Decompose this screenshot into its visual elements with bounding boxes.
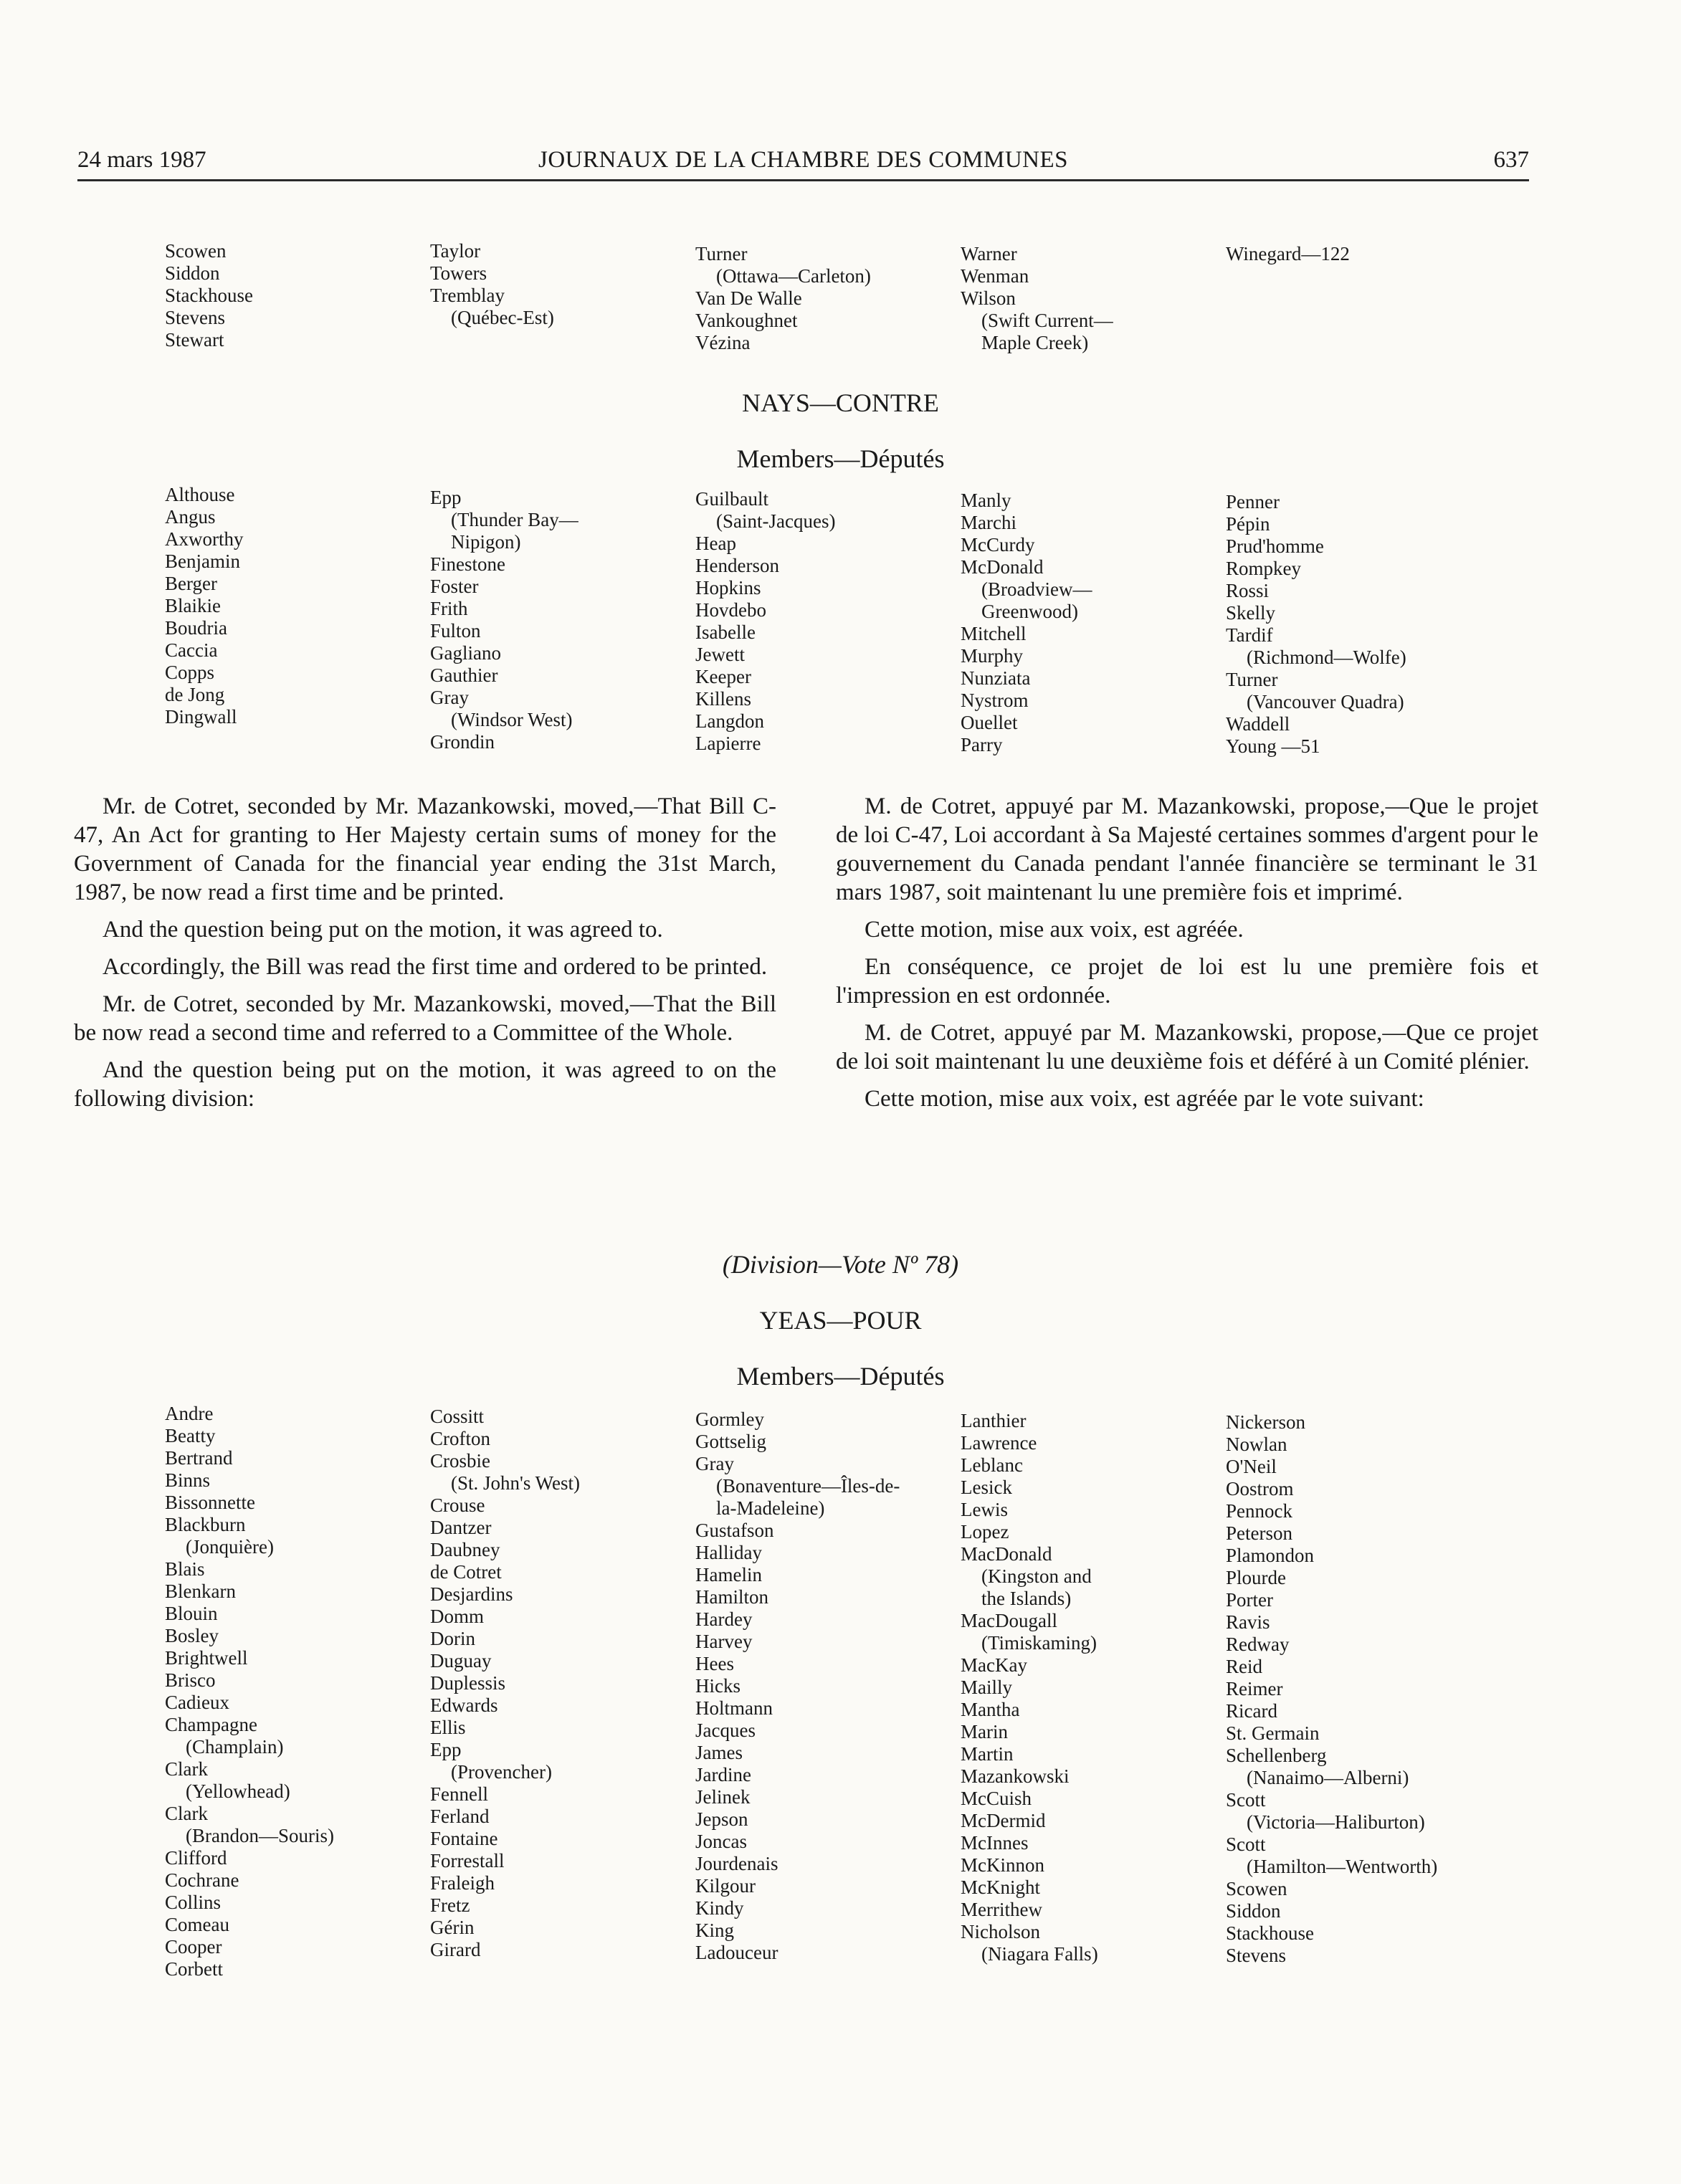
member-name: Penner (1226, 491, 1280, 512)
member-name: Lopez (961, 1521, 1009, 1542)
proceedings-paragraph: M. de Cotret, appuyé par M. Mazankowski, propose,—Que ce projet de loi soit maintenant lu une deuxième fois et déféré à un Comité plénier. (836, 1020, 1538, 1074)
yeas-subheading: Members—Députés (736, 1362, 945, 1391)
member-name: Jourdenais (695, 1853, 778, 1874)
name-column (165, 240, 423, 351)
member-name: Holtmann (695, 1697, 773, 1719)
member-name: Harvey (695, 1631, 753, 1652)
member-name: Gray (695, 1453, 734, 1474)
proceedings-paragraph: Accordingly, the Bill was read the first time and ordered to be printed. (103, 954, 768, 980)
member-name: Grondin (430, 731, 495, 753)
member-name: Young —51 (1226, 735, 1320, 757)
member-name: (Richmond—Wolfe) (1247, 647, 1406, 668)
member-name: (Ottawa—Carleton) (716, 265, 871, 287)
yeas-heading: YEAS—POUR (759, 1306, 922, 1335)
member-name: Scott (1226, 1833, 1266, 1855)
name-column (695, 243, 953, 354)
member-name: Hamelin (695, 1564, 762, 1585)
name-column (430, 240, 688, 329)
member-name: Althouse (165, 484, 235, 505)
proceedings-paragraph: Cette motion, mise aux voix, est agréée par le vote suivant: (865, 1086, 1424, 1112)
member-name: Binns (165, 1469, 211, 1491)
member-name: Isabelle (695, 621, 756, 643)
member-name: Brisco (165, 1669, 216, 1691)
member-name: Bosley (165, 1625, 219, 1646)
member-name: Peterson (1226, 1522, 1292, 1544)
member-name: Lawrence (961, 1432, 1037, 1454)
member-name: McCuish (961, 1788, 1032, 1809)
member-name: Stackhouse (165, 285, 253, 306)
member-name: Bertrand (165, 1447, 233, 1469)
member-name: Oostrom (1226, 1478, 1294, 1499)
page-header (77, 140, 1529, 181)
member-name: Hardey (695, 1608, 753, 1630)
member-name: Jardine (695, 1764, 751, 1785)
member-name: McInnes (961, 1832, 1029, 1854)
member-name: Jelinek (695, 1786, 751, 1808)
proceedings-paragraph: And the question being put on the motion, it was agreed to. (103, 917, 663, 943)
member-name: Langdon (695, 710, 764, 732)
member-name: Nicholson (961, 1921, 1040, 1942)
member-name: (Victoria—Haliburton) (1247, 1811, 1425, 1833)
member-name: Fennell (430, 1783, 488, 1805)
member-name: Duguay (430, 1650, 492, 1672)
member-name: Desjardins (430, 1583, 513, 1605)
member-name: Winegard—122 (1226, 243, 1350, 264)
member-name: McKnight (961, 1877, 1040, 1898)
member-name: Angus (165, 506, 216, 528)
member-name: (Swift Current— (981, 310, 1113, 331)
member-name: (Saint-Jacques) (716, 510, 836, 532)
member-name: Nowlan (1226, 1434, 1287, 1455)
member-name: Girard (430, 1939, 481, 1960)
member-name: Hovdebo (695, 599, 766, 621)
member-name: Cochrane (165, 1869, 239, 1891)
proceedings-french (836, 792, 1538, 1122)
member-name: Manly (961, 490, 1011, 511)
member-name: St. Germain (1226, 1722, 1320, 1744)
member-name: Duplessis (430, 1672, 506, 1694)
member-name: Hopkins (695, 577, 761, 599)
member-name: O'Neil (1226, 1456, 1277, 1477)
nays-heading: NAYS—CONTRE (742, 388, 939, 417)
member-name: Cooper (165, 1936, 222, 1958)
proceedings-paragraph: Cette motion, mise aux voix, est agréée. (865, 917, 1244, 943)
member-name: Vankoughnet (695, 310, 798, 331)
member-name: Lewis (961, 1499, 1008, 1520)
member-name: Gottselig (695, 1431, 766, 1452)
member-name: Wenman (961, 265, 1029, 287)
member-name: Mantha (961, 1699, 1020, 1720)
name-column (1226, 491, 1484, 758)
member-name: Stewart (165, 329, 224, 351)
member-name: Stevens (165, 307, 225, 328)
member-name: Finestone (430, 553, 505, 575)
member-name: Boudria (165, 617, 227, 639)
member-name: Edwards (430, 1694, 498, 1716)
member-name: Jepson (695, 1808, 748, 1830)
name-column (165, 484, 423, 728)
member-name: Leblanc (961, 1454, 1023, 1476)
member-name: (Hamilton—Wentworth) (1247, 1856, 1438, 1877)
member-name: Blaikie (165, 595, 221, 616)
member-name: Daubney (430, 1539, 500, 1560)
member-name: Ricard (1226, 1700, 1277, 1722)
member-name: Hamilton (695, 1586, 768, 1608)
member-name: McKinnon (961, 1854, 1044, 1876)
member-name: Crofton (430, 1428, 490, 1449)
member-name: Andre (165, 1403, 214, 1424)
member-name: Hicks (695, 1675, 741, 1697)
member-name: Tremblay (430, 285, 505, 306)
member-name: (Champlain) (186, 1736, 284, 1758)
member-name: Collins (165, 1892, 222, 1913)
member-name: Ellis (430, 1717, 466, 1738)
member-name: Halliday (695, 1542, 762, 1563)
member-name: (Brandon—Souris) (186, 1825, 334, 1846)
member-name: Gauthier (430, 664, 498, 686)
member-name: Scowen (1226, 1878, 1287, 1899)
name-column (165, 1403, 423, 1980)
member-name: Rossi (1226, 580, 1270, 601)
member-name: Siddon (165, 262, 220, 284)
member-name: Blenkarn (165, 1580, 236, 1602)
member-name: Nunziata (961, 667, 1031, 689)
member-name: Keeper (695, 666, 751, 687)
member-name: Kindy (695, 1897, 744, 1919)
member-name: Forrestall (430, 1850, 505, 1871)
member-name: Gormley (695, 1408, 764, 1430)
member-name: Dantzer (430, 1517, 492, 1538)
member-name: (Windsor West) (451, 709, 573, 730)
member-name: MacDonald (961, 1543, 1052, 1565)
member-name: Killens (695, 688, 751, 710)
proceedings-paragraph: Mr. de Cotret, seconded by Mr. Mazankowski, moved,—That the Bill be now read a second time and referred to a Committee of the Whole. (74, 991, 776, 1046)
page-number: 637 (1493, 147, 1529, 173)
member-name: Martin (961, 1743, 1014, 1765)
member-name: Crouse (430, 1494, 485, 1516)
proceedings-paragraph: M. de Cotret, appuyé par M. Mazankowski, propose,—Que le projet de loi C-47, Loi accordant à Sa Majesté certaines sommes d'argent pour le gouvernement du Canada pendant l'année financière se terminant le 31 mars 1987, soit maintenant lu une première fois et imprimé. (836, 793, 1538, 905)
member-name: Ladouceur (695, 1942, 778, 1963)
member-name: Plamondon (1226, 1545, 1315, 1566)
member-name: Waddell (1226, 713, 1290, 735)
member-name: Ouellet (961, 712, 1018, 733)
member-name: Cadieux (165, 1692, 229, 1713)
member-name: MacDougall (961, 1610, 1057, 1631)
member-name: Pépin (1226, 513, 1270, 535)
header-title: JOURNAUX DE LA CHAMBRE DES COMMUNES (538, 147, 1068, 173)
member-name: Crosbie (430, 1450, 490, 1472)
member-name: Porter (1226, 1589, 1273, 1611)
member-name: Fretz (430, 1894, 470, 1916)
member-name: MacKay (961, 1654, 1027, 1676)
member-name: Blais (165, 1558, 205, 1580)
member-name: Foster (430, 576, 479, 597)
member-name: Kilgour (695, 1875, 756, 1897)
member-name: Turner (695, 243, 748, 264)
member-name: Copps (165, 662, 215, 683)
member-name: Brightwell (165, 1647, 248, 1669)
member-name: Axworthy (165, 528, 244, 550)
member-name: Tardif (1226, 624, 1273, 646)
name-column (430, 1406, 688, 1961)
name-column (961, 1410, 1219, 1965)
member-name: Henderson (695, 555, 779, 576)
member-name: the Islands) (981, 1588, 1072, 1609)
member-name: Nipigon) (451, 531, 521, 553)
member-name: Murphy (961, 645, 1023, 667)
name-column (695, 1408, 953, 1964)
name-column (695, 488, 953, 755)
member-name: Mazankowski (961, 1765, 1070, 1787)
member-name: Jewett (695, 644, 745, 665)
member-name: Caccia (165, 639, 218, 661)
member-name: Greenwood) (981, 601, 1078, 622)
proceedings-english (74, 792, 776, 1122)
member-name: Blackburn (165, 1514, 246, 1535)
proceedings-paragraph: En conséquence, ce projet de loi est lu une première fois et l'impression en est ordonnée. (836, 954, 1538, 1008)
member-name: Heap (695, 533, 736, 554)
member-name: Reimer (1226, 1678, 1283, 1699)
member-name: Beatty (165, 1425, 216, 1446)
member-name: Comeau (165, 1914, 229, 1935)
nays-subheading: Members—Députés (736, 444, 945, 473)
member-name: Gustafson (695, 1520, 774, 1541)
member-name: Bissonnette (165, 1492, 255, 1513)
member-name: Champagne (165, 1714, 257, 1735)
member-name: Reid (1226, 1656, 1262, 1677)
member-name: Siddon (1226, 1900, 1281, 1922)
member-name: Domm (430, 1606, 485, 1627)
member-name: Mitchell (961, 623, 1027, 644)
member-name: (St. John's West) (451, 1472, 580, 1494)
member-name: Lapierre (695, 733, 761, 754)
member-name: Guilbault (695, 488, 768, 510)
name-column (1226, 1411, 1484, 1967)
member-name: Maple Creek) (981, 332, 1089, 353)
member-name: Parry (961, 734, 1003, 755)
member-name: Mailly (961, 1677, 1012, 1698)
member-name: Vézina (695, 332, 751, 353)
member-name: Fraleigh (430, 1872, 495, 1894)
member-name: Berger (165, 573, 217, 594)
name-column (430, 487, 688, 753)
member-name: Prud'homme (1226, 535, 1324, 557)
member-name: Redway (1226, 1634, 1290, 1655)
member-name: Plourde (1226, 1567, 1286, 1588)
member-name: James (695, 1742, 743, 1763)
member-name: Blouin (165, 1603, 218, 1624)
member-name: Turner (1226, 669, 1278, 690)
member-name: Nickerson (1226, 1411, 1305, 1433)
member-name: la-Madeleine) (716, 1497, 825, 1519)
member-name: de Cotret (430, 1561, 502, 1583)
member-name: Marin (961, 1721, 1008, 1742)
member-name: Dorin (430, 1628, 475, 1649)
member-name: de Jong (165, 684, 225, 705)
member-name: (Jonquière) (186, 1536, 274, 1558)
member-name: Gérin (430, 1917, 475, 1938)
member-name: Frith (430, 598, 468, 619)
member-name: (Provencher) (451, 1761, 552, 1783)
member-name: Rompkey (1226, 558, 1301, 579)
member-name: (Thunder Bay— (451, 509, 578, 530)
member-name: Clark (165, 1803, 208, 1824)
member-name: Scott (1226, 1789, 1266, 1811)
member-name: Corbett (165, 1958, 223, 1980)
member-name: Ravis (1226, 1611, 1270, 1633)
member-name: Stackhouse (1226, 1922, 1314, 1944)
member-name: Scowen (165, 240, 227, 262)
member-name: Schellenberg (1226, 1745, 1327, 1766)
member-name: Clark (165, 1758, 208, 1780)
member-name: Fulton (430, 620, 481, 642)
member-name: (Nanaimo—Alberni) (1247, 1767, 1409, 1788)
member-name: Skelly (1226, 602, 1276, 624)
member-name: Fontaine (430, 1828, 498, 1849)
member-name: (Bonaventure—Îles-de- (716, 1475, 900, 1497)
member-name: (Québec-Est) (451, 307, 554, 328)
member-name: Warner (961, 243, 1017, 264)
member-name: Epp (430, 1739, 462, 1760)
member-name: King (695, 1920, 734, 1941)
member-name: Lanthier (961, 1410, 1027, 1431)
member-name: (Broadview— (981, 578, 1092, 600)
member-name: Wilson (961, 287, 1016, 309)
member-name: McDonald (961, 556, 1044, 578)
member-name: Dingwall (165, 706, 237, 728)
name-column (961, 243, 1219, 354)
member-name: Cossitt (430, 1406, 485, 1427)
member-name: Merrithew (961, 1899, 1042, 1920)
member-name: (Yellowhead) (186, 1780, 290, 1802)
member-name: Van De Walle (695, 287, 802, 309)
member-name: Taylor (430, 240, 481, 262)
member-name: (Timiskaming) (981, 1632, 1097, 1654)
member-name: McDermid (961, 1810, 1046, 1831)
member-name: Pennock (1226, 1500, 1292, 1522)
member-name: Lesick (961, 1477, 1012, 1498)
member-name: Marchi (961, 512, 1016, 533)
member-name: McCurdy (961, 534, 1035, 555)
member-name: (Vancouver Quadra) (1247, 691, 1404, 712)
proceedings-paragraph: And the question being put on the motion, it was agreed to on the following division: (74, 1057, 776, 1112)
member-name: (Kingston and (981, 1565, 1092, 1587)
member-name: (Niagara Falls) (981, 1943, 1098, 1965)
name-column (961, 490, 1219, 756)
member-name: Nystrom (961, 690, 1029, 711)
member-name: Epp (430, 487, 462, 508)
member-name: Hees (695, 1653, 734, 1674)
name-column (1226, 243, 1484, 265)
member-name: Towers (430, 262, 487, 284)
division-heading: (Division—Vote Nº 78) (722, 1250, 959, 1279)
member-name: Joncas (695, 1831, 747, 1852)
member-name: Clifford (165, 1847, 227, 1869)
member-name: Ferland (430, 1806, 490, 1827)
member-name: Benjamin (165, 550, 240, 572)
member-name: Gagliano (430, 642, 501, 664)
proceedings-paragraph: Mr. de Cotret, seconded by Mr. Mazankowski, moved,—That Bill C-47, An Act for granting to Her Majesty certain sums of money for the Government of Canada for the financial year ending the 31st March, 1987, be now read a first time and be printed. (74, 793, 776, 905)
header-date: 24 mars 1987 (77, 147, 206, 173)
member-name: Jacques (695, 1720, 756, 1741)
member-name: Stevens (1226, 1945, 1286, 1966)
member-name: Gray (430, 687, 469, 708)
